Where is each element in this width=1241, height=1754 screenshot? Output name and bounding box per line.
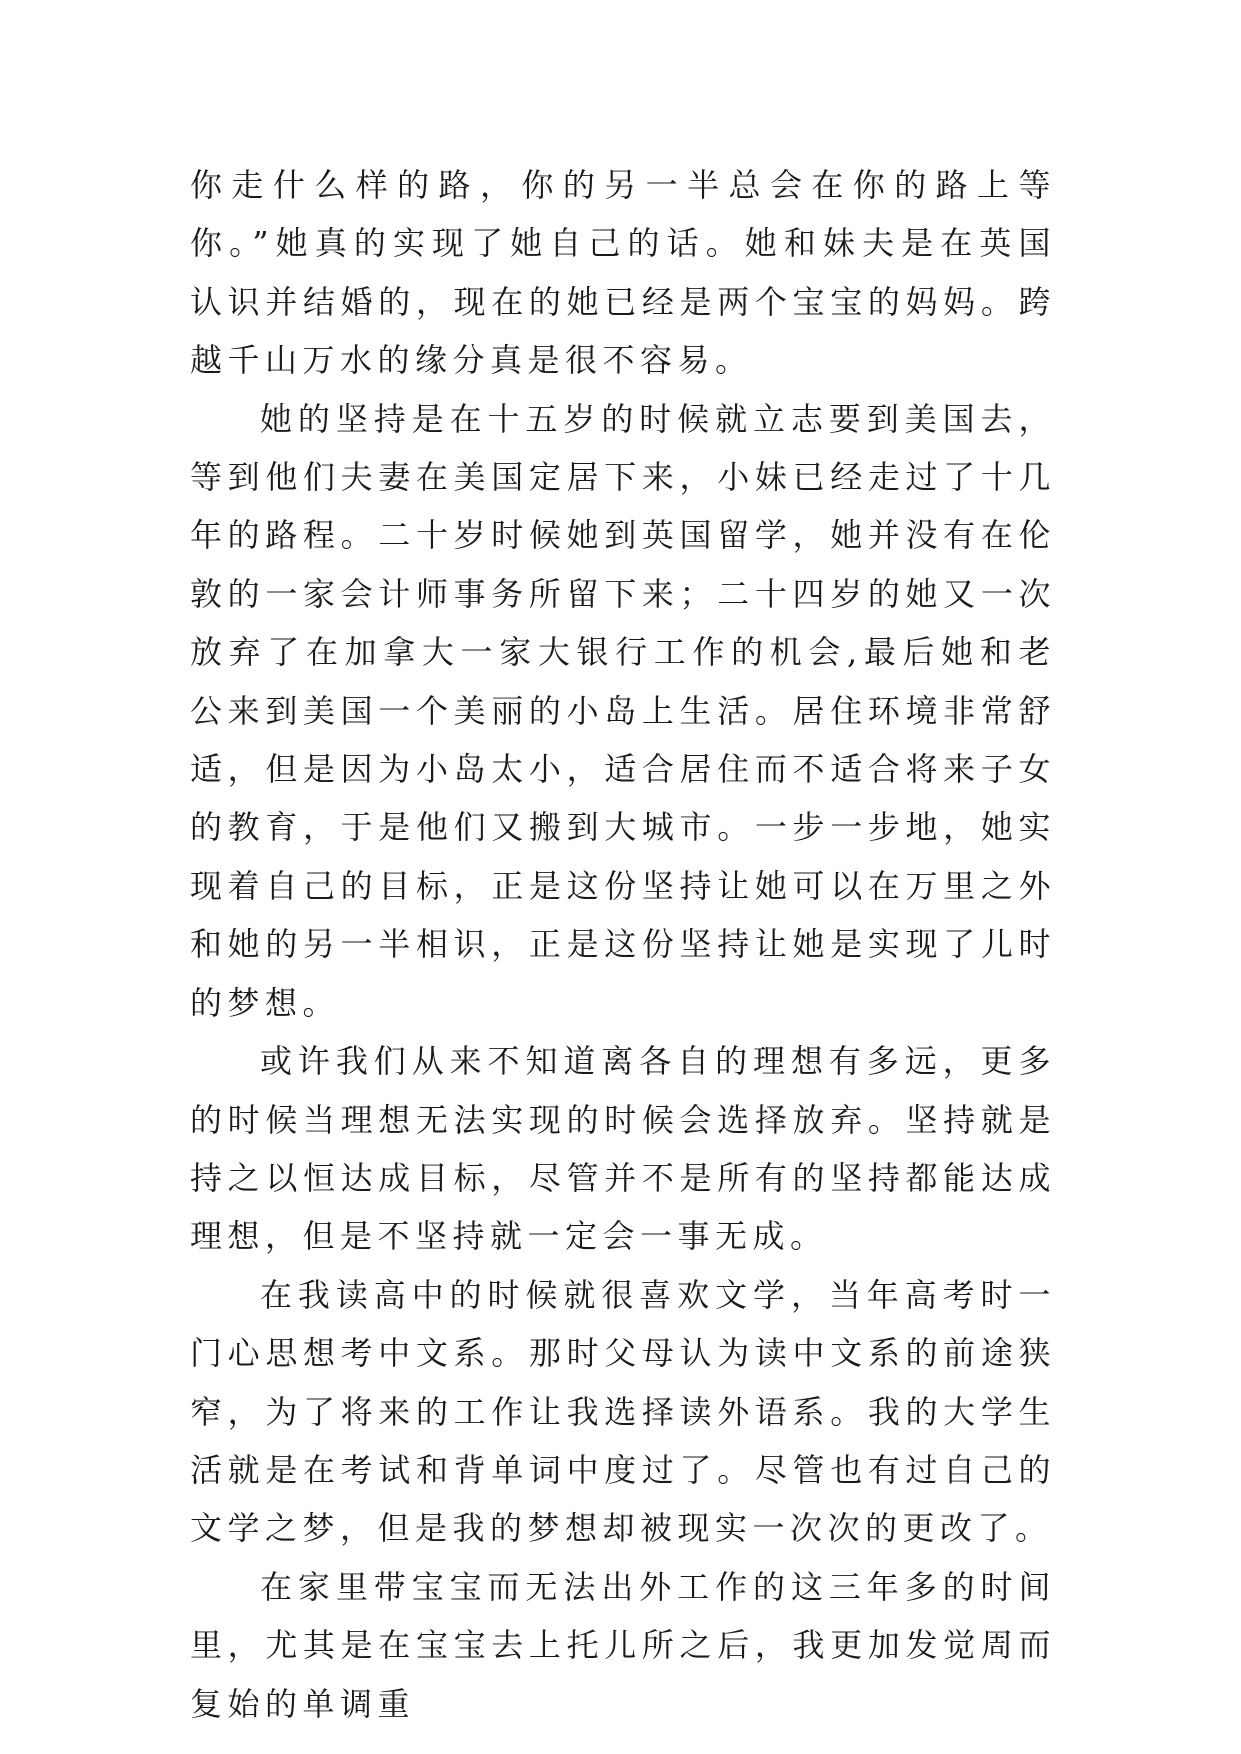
paragraph-2: 她的坚持是在十五岁的时候就立志要到美国去，等到他们夫妻在美国定居下来，小妹已经走过了十几年的路程。二十岁时候她到英国留学，她并没有在伦敦的一家会计师事务所留下来；二十四岁的她又一次放弃了在加拿大一家大银行工作的机会,最后她和老公来到美国一个美丽的小岛上生活。居住环境非常舒适，但是因为小岛太小，适合居住而不适合将来子女的教育，于是他们又搬到大城市。一步一步地，她实现着自己的目标，正是这份坚持让她可以在万里之外和她的另一半相识，正是这份坚持让她是实现了儿时的梦想。 (190, 399, 1056, 1022)
paragraph-1: 你走什么样的路，你的另一半总会在你的路上等你。”她真的实现了她自己的话。她和妹夫是在英国认识并结婚的，现在的她已经是两个宝宝的妈妈。跨越千山万水的缘分真是很不容易。 (190, 166, 1056, 380)
paragraph-5: 在家里带宝宝而无法出外工作的这三年多的时间里，尤其是在宝宝去上托儿所之后，我更加发觉周而复始的单调重 (190, 1567, 1056, 1723)
document-page (190, 156, 1056, 1733)
paragraph-3: 或许我们从来不知道离各自的理想有多远，更多的时候当理想无法实现的时候会选择放弃。坚持就是持之以恒达成目标，尽管并不是所有的坚持都能达成理想，但是不坚持就一定会一事无成。 (190, 1042, 1056, 1256)
paragraph-4: 在我读高中的时候就很喜欢文学，当年高考时一门心思想考中文系。那时父母认为读中文系的前途狭窄，为了将来的工作让我选择读外语系。我的大学生活就是在考试和背单词中度过了。尽管也有过自己的文学之梦，但是我的梦想却被现实一次次的更改了。 (190, 1275, 1056, 1548)
